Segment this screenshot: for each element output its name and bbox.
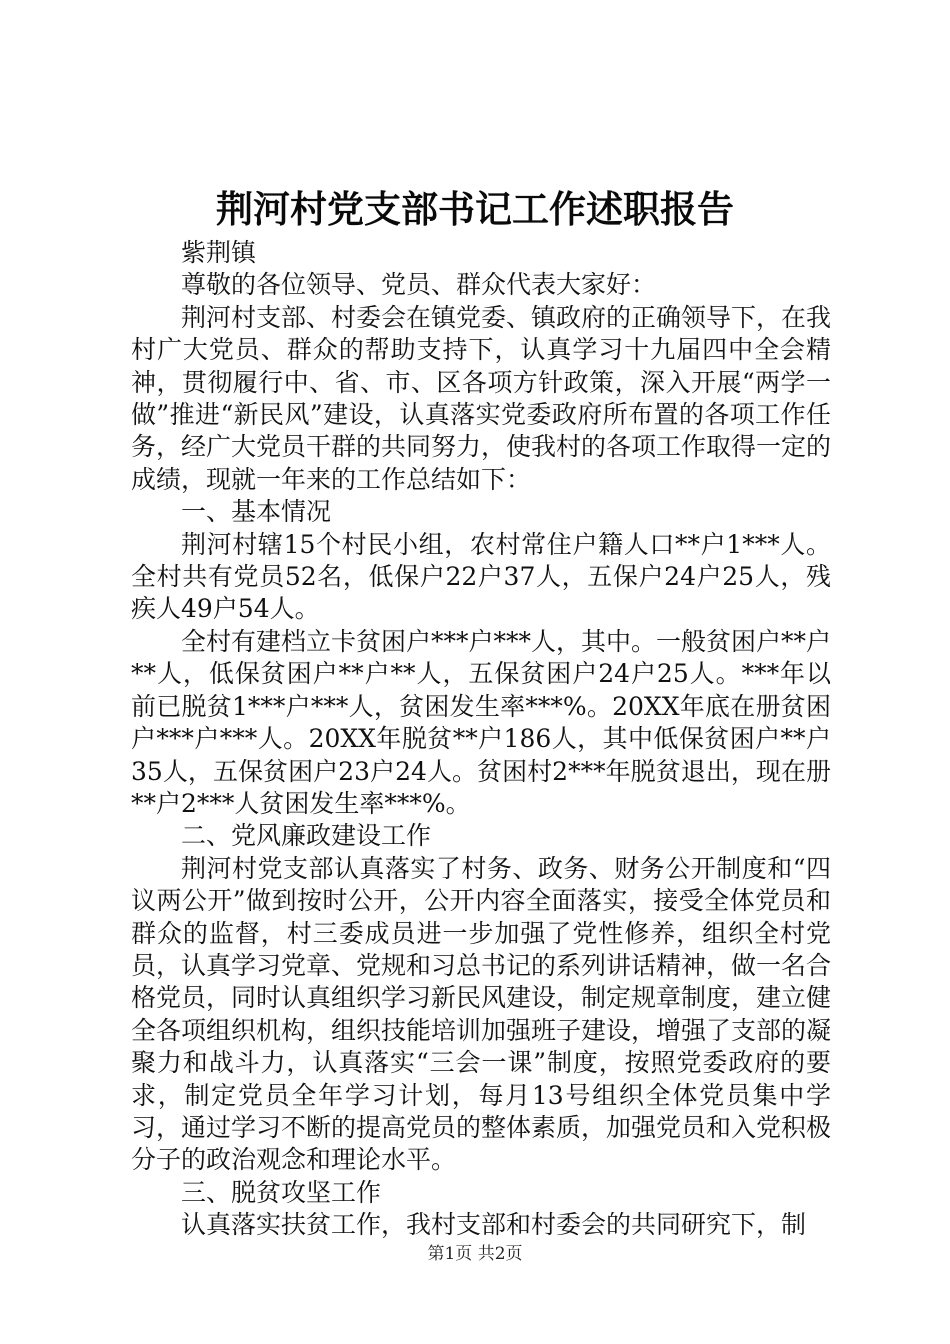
paragraph-party-conduct: 荆河村党支部认真落实了村务、政务、财务公开制度和“四议两公开”做到按时公开，公开内容全面落实，接受全体党员和群众的监督，村三委成员进一步加强了党性修养，组织全村党员，认真学习党章、党规和习总书记的系列讲话精神，做一名合格党员，同时认真组织学习新民风建设，制定规章制度，建立健全各项组织机构，组织技能培训加强班子建设，增强了支部的凝聚力和战斗力，认真落实“三会一课”制度，按照党委政府的要求，制定党员全年学习计划，每月13号组织全体党员集中学习，通过学习不断的提高党员的整体素质，加强党员和入党积极分子的政治观念和理论水平。	[131, 853, 832, 1175]
section-heading-party-conduct: 二、党风廉政建设工作	[181, 821, 432, 851]
paragraph-basic-info: 荆河村辖15个村民小组，农村常住户籍人口**户1***人。全村共有党员52名，低保户22户37人，五保户24户25人，残疾人49户54人。	[131, 529, 831, 624]
paragraph-greeting: 尊敬的各位领导、党员、群众代表大家好：	[181, 270, 657, 300]
paragraph-poverty-stats: 全村有建档立卡贫困户***户***人，其中。一般贫困户**户**人，低保贫困户**户**人，五保贫困户24户25人。***年以前已脱贫1***户***人，贫困发生率***%。20XX年底在册贫困户***户***人。20XX年脱贫**户186人，其中低保贫困户**户35人，五保贫困户23户24人。贫困村2***年脱贫退出，现在册**户2***人贫困发生率***%。	[131, 626, 832, 818]
document-body	[131, 237, 831, 1242]
section-heading-basic-info: 一、基本情况	[181, 497, 332, 527]
paragraph-town: 紫荆镇	[181, 238, 257, 267]
paragraph-poverty-alleviation: 认真落实扶贫工作，我村支部和村委会的共同研究下，制	[181, 1210, 807, 1240]
document-title: 荆河村党支部书记工作述职报告	[216, 187, 734, 231]
section-heading-poverty-alleviation: 三、脱贫攻坚工作	[181, 1177, 382, 1207]
page-number: 第1页 共2页	[427, 1244, 523, 1264]
paragraph-intro: 荆河村支部、村委会在镇党委、镇政府的正确领导下，在我村广大党员、群众的帮助支持下，认真学习十九届四中全会精神，贯彻履行中、省、市、区各项方针政策，深入开展“两学一做”推进“新民风”建设，认真落实党委政府所布置的各项工作任务，经广大党员干群的共同努力，使我村的各项工作取得一定的成绩，现就一年来的工作总结如下：	[131, 302, 832, 494]
